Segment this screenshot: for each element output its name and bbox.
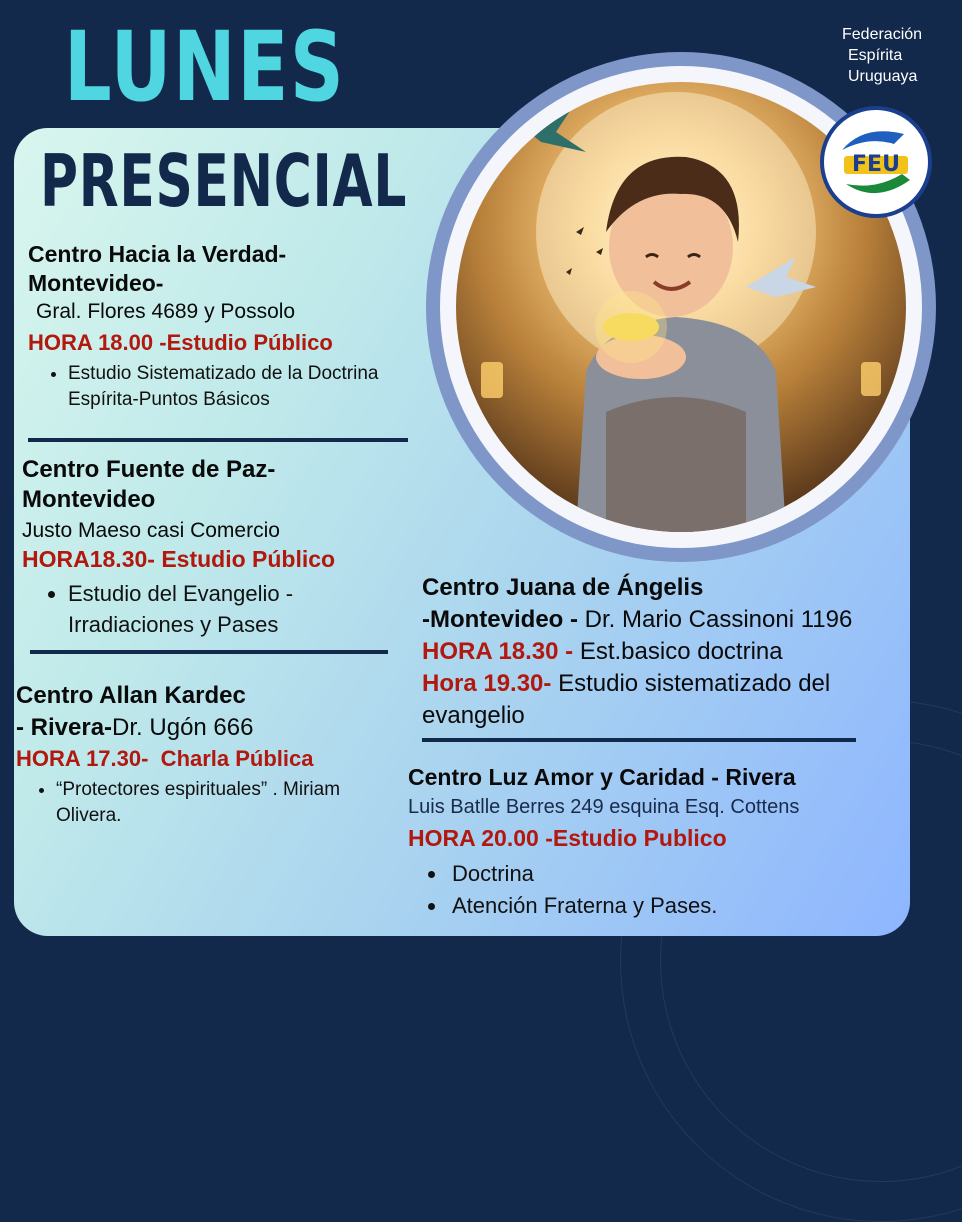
center-address: Luis Batlle Berres 249 esquina Esq. Cottens [408,796,800,818]
center-address: Justo Maeso casi Comercio [22,519,280,542]
center-block-hacia-la-verdad [28,240,428,413]
center-hora: HORA 20.00 -Estudio Publico [408,825,727,851]
organization-name [842,24,952,87]
center-address-line [422,604,907,636]
hora-text: Est.basico doctrina [579,638,783,665]
hora-text: Estudio sistematizado del evangelio [422,670,831,729]
center-items [28,361,428,413]
center-block-allan-kardec [16,680,416,829]
center-name: Centro Allan Kardec [16,682,246,709]
org-name-line: Uruguaya [848,68,918,85]
center-name: Centro Luz Amor y Caridad - Rivera [408,764,796,790]
center-city: -Montevideo - [422,606,585,633]
center-hora: HORA 18.00 -Estudio Público [28,330,333,355]
org-name-line: Federación [842,26,923,43]
center-name: Centro Fuente de Paz- [22,456,276,483]
center-block-luz-amor-y-caridad [408,762,908,922]
center-items [16,777,416,829]
center-address: Dr. Mario Cassinoni 1196 [584,606,853,633]
center-address: Dr. Ugón 666 [112,714,254,741]
hora-label: Hora 19.30- [422,670,552,697]
org-name-line: Espírita [848,47,903,64]
center-block-juana-de-angelis [422,572,907,732]
list-item: • “Protectores espirituales” . Miriam Olivera. [56,777,356,829]
center-name: Centro Hacia la Verdad- [28,241,287,267]
center-hora: HORA 17.30- Charla Pública [16,746,314,771]
mode-title: PRESENCIAL [40,139,408,223]
center-address-line [16,712,416,744]
center-hora [422,668,907,732]
center-name: Centro Juana de Ángelis [422,574,704,601]
list-item: • Atención Fraterna y Pases. [448,890,908,922]
center-block-fuente-de-paz [22,455,422,640]
center-hora: HORA18.30- Estudio Público [22,546,336,572]
center-items [408,858,908,922]
hora-label: HORA 18.30 - [422,638,580,665]
section-divider [30,650,388,654]
center-address: Gral. Flores 4689 y Possolo [36,300,296,323]
logo-text: FEU [852,152,900,177]
center-city: - Rivera- [16,714,113,741]
center-name: Montevideo- [28,270,164,296]
list-item: • Estudio del Evangelio - Irradiaciones y Pases [68,578,368,640]
feu-logo [820,106,932,218]
section-divider [28,438,408,442]
section-divider [422,738,856,742]
center-name: Montevideo [22,486,156,513]
list-item: • Doctrina [448,858,908,890]
day-title: LUNES [64,11,346,123]
center-items [22,578,422,640]
center-hora [422,636,907,668]
list-item: • Estudio Sistematizado de la Doctrina Espírita-Puntos Básicos [68,361,428,413]
